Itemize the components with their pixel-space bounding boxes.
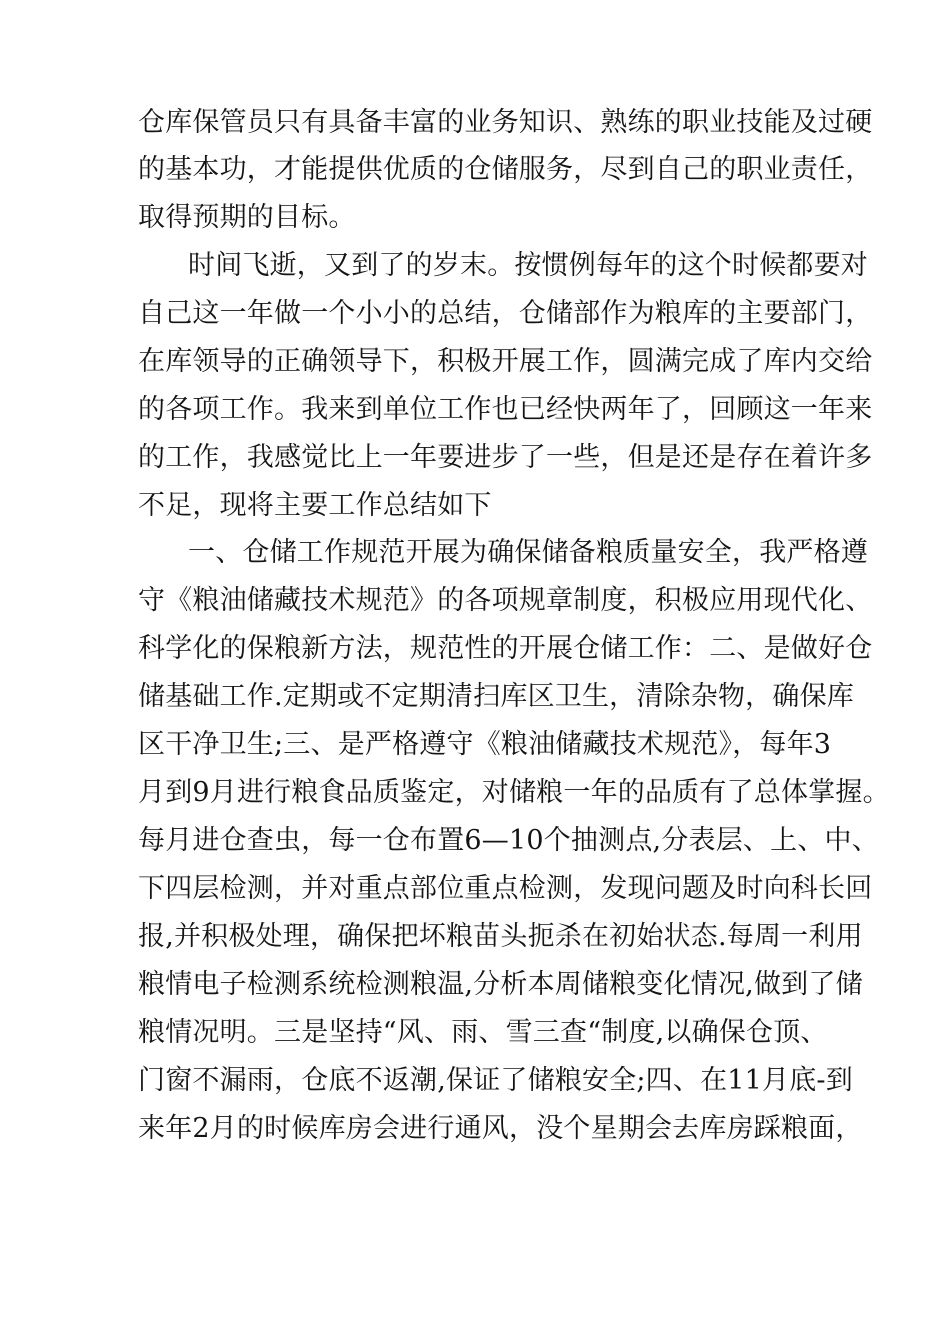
paragraph-1-line-1: 仓库保管员只有具备丰富的业务知识、熟练的职业技能及过硬 xyxy=(138,107,873,138)
paragraph-3-line-12: 门窗不漏雨，仓底不返潮,保证了储粮安全;四、在11月底-到 xyxy=(138,1065,853,1096)
paragraph-3-line-7: 每月进仓查虫，每一仓布置6—10个抽测点,分表层、上、中、 xyxy=(138,825,879,856)
paragraph-2-line-1: 时间飞逝，又到了的岁末。按惯例每年的这个时候都要对 xyxy=(188,250,868,281)
paragraph-3-line-4: 储基础工作.定期或不定期清扫库区卫生，清除杂物，确保库 xyxy=(138,681,854,712)
paragraph-2-line-6: 不足，现将主要工作总结如下 xyxy=(138,490,492,521)
paragraph-3-line-13: 来年2月的时候库房会进行通风，没个星期会去库房踩粮面， xyxy=(138,1113,863,1144)
paragraph-3-line-3: 科学化的保粮新方法，规范性的开展仓储工作：二、是做好仓 xyxy=(138,633,873,664)
paragraph-3-line-2: 守《粮油储藏技术规范》的各项规章制度，积极应用现代化、 xyxy=(138,585,873,616)
paragraph-1-line-2: 的基本功，才能提供优质的仓储服务，尽到自己的职业责任， xyxy=(138,154,873,185)
paragraph-3-line-11: 粮情况明。三是坚持“风、雨、雪三查“制度,以确保仓顶、 xyxy=(138,1017,828,1048)
paragraph-2-line-5: 的工作，我感觉比上一年要进步了一些，但是还是存在着许多 xyxy=(138,442,873,473)
paragraph-2-line-3: 在库领导的正确领导下，积极开展工作，圆满完成了库内交给 xyxy=(138,346,873,377)
paragraph-3-line-8: 下四层检测，并对重点部位重点检测，发现问题及时向科长回 xyxy=(138,873,873,904)
paragraph-3-line-9: 报,并积极处理，确保把坏粮苗头扼杀在初始状态.每周一利用 xyxy=(138,921,863,952)
paragraph-1-line-3: 取得预期的目标。 xyxy=(138,202,356,233)
paragraph-2-line-2: 自己这一年做一个小小的总结，仓储部作为粮库的主要部门， xyxy=(138,298,873,329)
paragraph-3-line-1: 一、仓储工作规范开展为确保储备粮质量安全，我严格遵 xyxy=(188,537,868,568)
paragraph-2-line-4: 的各项工作。我来到单位工作也已经快两年了，回顾这一年来 xyxy=(138,394,873,425)
paragraph-3-line-10: 粮情电子检测系统检测粮温,分析本周储粮变化情况,做到了储 xyxy=(138,969,863,1000)
paragraph-3-line-6: 月到9月进行粮食品质鉴定，对储粮一年的品质有了总体掌握。 xyxy=(138,777,890,808)
paragraph-3-line-5: 区干净卫生;三、是严格遵守《粮油储藏技术规范》，每年3 xyxy=(138,729,832,760)
